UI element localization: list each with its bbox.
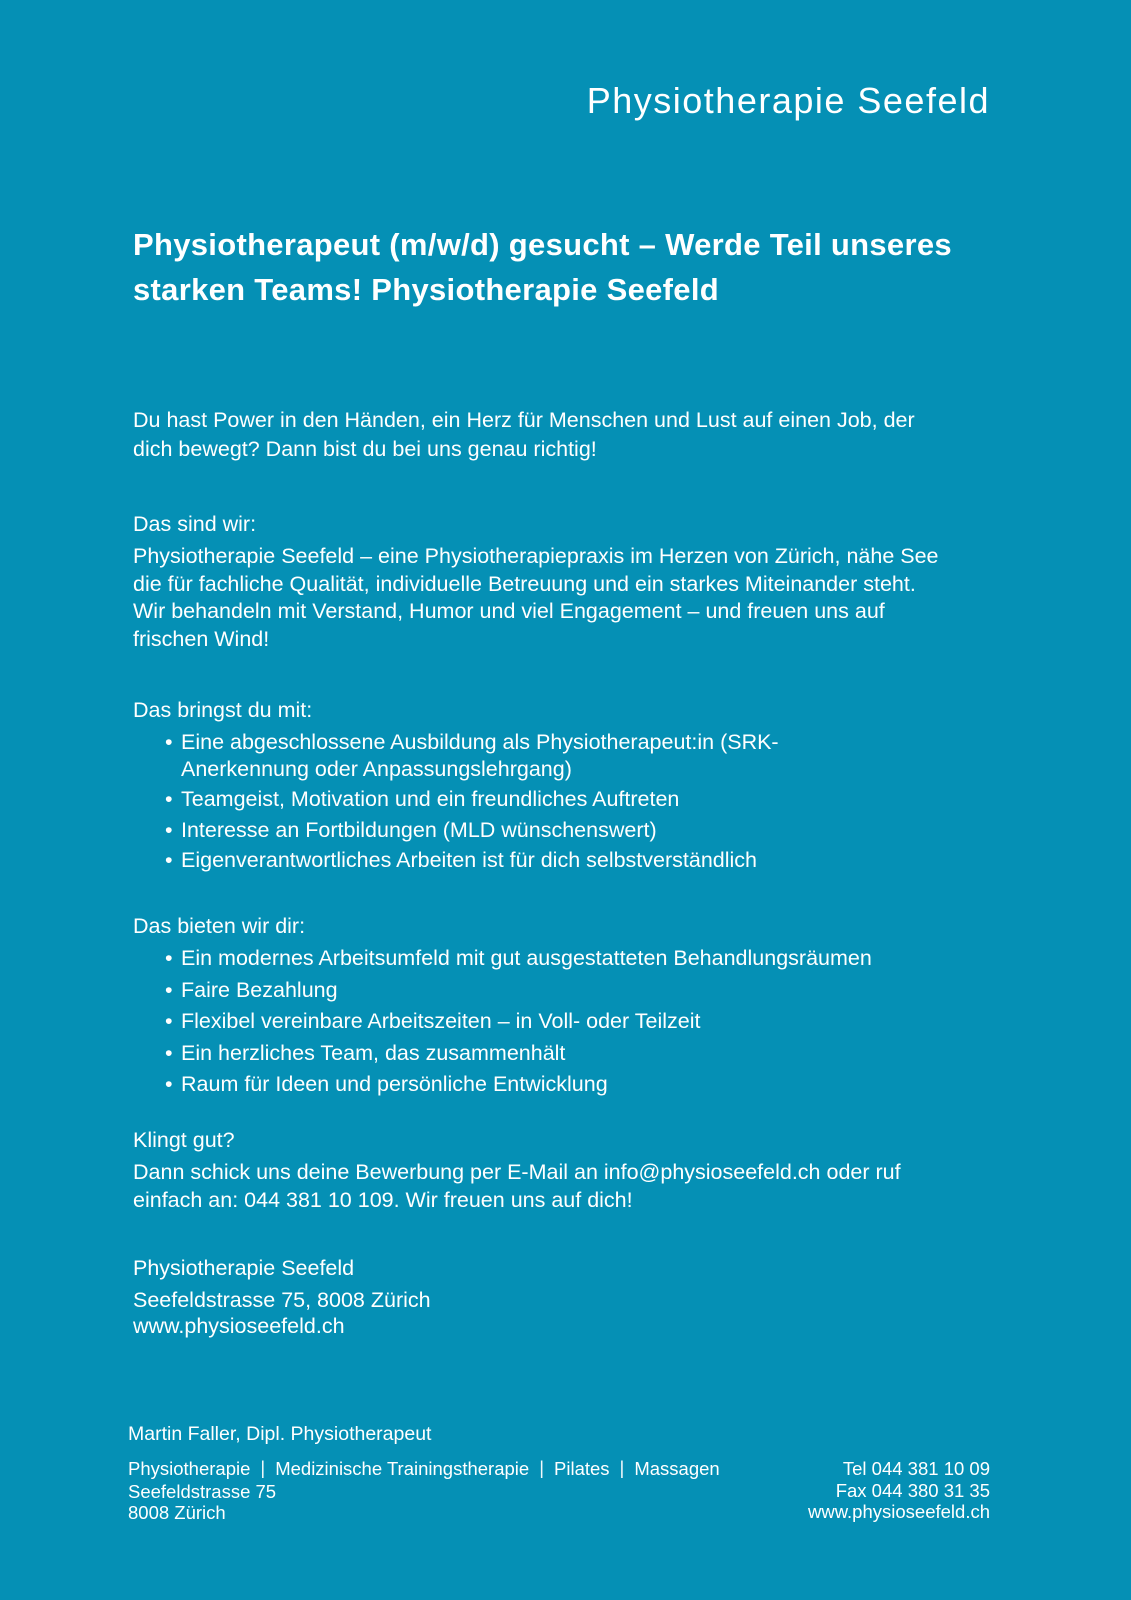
footer-service: Medizinische Trainingstherapie [275, 1458, 530, 1479]
footer-service: Pilates [554, 1458, 610, 1479]
footer-service-separator: | [619, 1457, 625, 1478]
section-requirements [133, 698, 905, 878]
list-item: • Raum für Ideen und persönliche Entwicklung [165, 1071, 905, 1098]
section-apply-body: Dann schick uns deine Bewerbung per E-Mail an info@physioseefeld.ch oder ruf einfach an: 044 381 10 109. Wir freuen uns auf dich! [133, 1160, 901, 1212]
list-item: • Interesse an Fortbildungen (MLD wünschenswert) [165, 817, 905, 844]
footer-service-separator: | [260, 1457, 266, 1478]
list-item: • Eine abgeschlossene Ausbildung als Physiotherapeut:in (SRK-Anerkennung oder Anpassungslehrgang) [165, 729, 905, 782]
requirements-list [133, 729, 905, 874]
section-apply-heading: Klingt gut? [133, 1128, 235, 1152]
list-item: • Faire Bezahlung [165, 977, 905, 1004]
footer-city: 8008 Zürich [128, 1502, 226, 1523]
footer-website-link[interactable]: www.physioseefeld.ch [807, 1501, 990, 1522]
section-about-body: Physiotherapie Seefeld – eine Physiotherapiepraxis im Herzen von Zürich, nähe See die für fachliche Qualität, individuelle Betreuung und ein starkes Miteinander steht. Wir behandeln mit Verstand, Humor und viel Engagement – und freuen uns auf frischen Wind! [133, 544, 939, 651]
contact-block [133, 1255, 431, 1339]
list-item: • Teamgeist, Motivation und ein freundliches Auftreten [165, 786, 905, 813]
footer-left-column [128, 1458, 720, 1524]
contact-company-name: Physiotherapie Seefeld [133, 1256, 355, 1280]
footer-fax: Fax 044 380 31 35 [835, 1479, 990, 1501]
footer-owner-name: Martin Faller, Dipl. Physiotherapeut [128, 1423, 432, 1445]
section-benefits [133, 914, 905, 1103]
list-item: • Ein herzliches Team, das zusammenhält [165, 1040, 905, 1067]
list-item: • Ein modernes Arbeitsumfeld mit gut ausgestatteten Behandlungsräumen [165, 945, 905, 972]
section-requirements-heading: Das bringst du mit: [133, 698, 313, 722]
contact-address: Seefeldstrasse 75, 8008 Zürich [133, 1288, 431, 1312]
company-logo: Physiotherapie Seefeld [586, 80, 990, 121]
list-item: • Flexibel vereinbare Arbeitszeiten – in Voll- oder Teilzeit [165, 1008, 905, 1035]
contact-website-link[interactable]: www.physioseefeld.ch [133, 1314, 345, 1338]
section-benefits-heading: Das bieten wir dir: [133, 914, 306, 938]
footer-right-column [808, 1458, 990, 1523]
benefits-list [133, 945, 905, 1098]
footer-service: Massagen [634, 1458, 720, 1479]
footer-tel: Tel 044 381 10 09 [842, 1458, 990, 1479]
section-apply [133, 1128, 933, 1214]
footer-street: Seefeldstrasse 75 [128, 1480, 277, 1502]
list-item: • Eigenverantwortliches Arbeiten ist für dich selbstverständlich [165, 847, 905, 874]
job-title: Physiotherapeut (m/w/d) gesucht – Werde Teil unseres starken Teams! Physiotherapie Seefeld [133, 227, 952, 307]
footer-service-separator: | [539, 1457, 545, 1478]
footer-service: Physiotherapie [128, 1458, 251, 1479]
intro-paragraph: Du hast Power in den Händen, ein Herz für Menschen und Lust auf einen Job, der dich bewegt? Dann bist du bei uns genau richtig! [133, 408, 915, 461]
section-about [133, 512, 953, 653]
footer-services [128, 1458, 720, 1480]
section-about-heading: Das sind wir: [133, 512, 257, 536]
